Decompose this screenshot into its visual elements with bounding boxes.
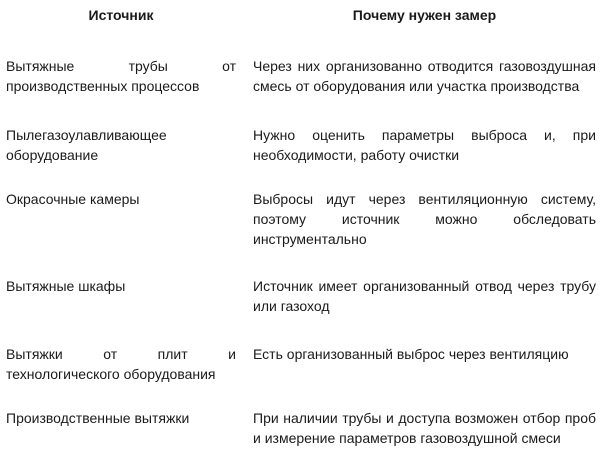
- row-1-reason: Через них организованно отводится газовоздушная смесь от оборудования или участка производства: [253, 58, 596, 94]
- header-source: Источник: [88, 7, 154, 23]
- row-3-reason: Выбросы идут через вентиляционную систему, поэтому источник можно обследовать инструментально: [253, 191, 596, 247]
- row-2-reason: Нужно оценить параметры выброса и, при необходимости, работу очистки: [253, 127, 596, 163]
- row-1-source: Вытяжные трубы от производственных процессов: [6, 58, 236, 94]
- row-6-source: Производственные вытяжки: [6, 410, 190, 426]
- row-5-source: Вытяжки от плит и технологического оборудования: [6, 346, 236, 382]
- row-4-reason: Источник имеет организованный отвод через трубу или газоход: [253, 278, 596, 314]
- row-6-reason: При наличии трубы и доступа возможен отбор проб и измерение параметров газовоздушной смеси: [253, 410, 596, 446]
- row-2-source: Пылегазоулавливающее оборудование: [6, 127, 167, 163]
- row-4-source: Вытяжные шкафы: [6, 278, 126, 294]
- header-reason: Почему нужен замер: [352, 7, 497, 23]
- row-3-source: Окрасочные камеры: [6, 191, 140, 207]
- row-5-reason: Есть организованный выброс через вентиляцию: [253, 346, 569, 362]
